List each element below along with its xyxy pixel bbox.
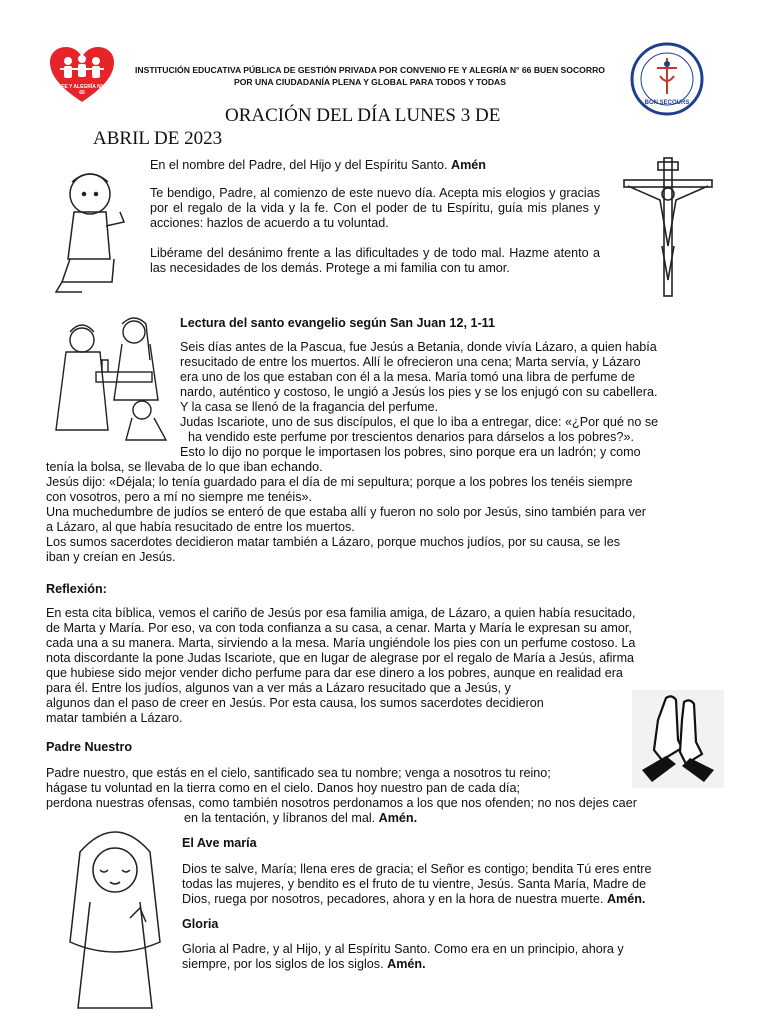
school-header [110,64,630,88]
opening-amen: Amén [451,158,487,172]
gospel-line: Una muchedumbre de judíos se enteró de que estaba allí y fueron no solo por Jesús, sino también para ver [46,505,646,519]
seal-text: BON SECOURS [644,100,690,106]
our-father-amen: Amén. [378,811,418,825]
title-line-1: ORACIÓN DEL DÍA LUNES 3 DE [225,105,501,126]
gospel-line: Y la casa se llenó de la fragancia del perfume. [180,400,439,414]
last-supper-illustration [42,310,172,445]
hail-mary-line: todas las mujeres, y bendito es el fruto de tu vientre, Jesús. Santa María, Madre de [182,877,647,891]
header-line-1: INSTITUCIÓN EDUCATIVA PÚBLICA DE GESTIÓN PRIVADA POR CONVENIO FE Y ALEGRÍA N° 66 BUEN SOCORRO [135,65,605,75]
gospel-line: Esto lo dijo no porque le importasen los pobres, sino porque era un ladrón; y como [180,445,641,459]
title-line-2: ABRIL DE 2023 [93,128,223,149]
gospel-line: nardo, auténtico y costoso, le ungió a Jesús los pies y se los enjugó con su cabellera. [180,385,658,399]
gloria-line-2 [182,957,728,972]
fe-y-alegria-logo [48,46,116,104]
reflection-line: de Marta y María. Por eso, va con toda confianza a su casa, a cenar. Marta y María le expresan su amor, [46,621,632,635]
hail-mary-heading: El Ave maría [182,836,257,850]
opening-line [150,158,600,173]
reflection-line: para él. Entre los judíos, algunos van a ver más a Lázaro resucitado que a Jesús, y [46,681,511,695]
gloria-amen: Amén. [387,957,426,971]
crucifix-illustration [620,156,716,298]
header-line-2: POR UNA CIUDADANÍA PLENA Y GLOBAL PARA TODOS Y TODAS [233,77,506,87]
gospel-line: con vosotros, pero a mí no siempre me tenéis». [46,490,312,504]
gospel-line: Judas Iscariote, uno de sus discípulos, el que lo iba a entregar, dice: «¿Por qué no se [180,415,659,429]
gospel-line: ha vendido este perfume por trescientos denarios para dárselos a los pobres?». [188,430,634,444]
gospel-line: Seis días antes de la Pascua, fue Jesús a Betania, donde vivía Lázaro, a quien había [180,340,657,354]
bon-secours-seal [630,42,704,116]
reflection-line: matar también a Lázaro. [46,711,183,725]
gloria-text [182,942,728,972]
reflection-heading: Reflexión: [46,582,107,596]
gospel-line: iban y creían en Jesús. [46,550,176,564]
hail-mary-last-text: Dios, ruega por nosotros, pecadores, ahora y en la hora de nuestra muerte. [182,892,604,906]
reflection-line: que hubiese sido mejor vender dicho perfume para dar ese dinero a los pobres, aunque en realidad era [46,666,623,680]
gospel-full-width-text [46,460,736,565]
logo-left-text: FE Y ALEGRÍA N° 66 [61,84,103,96]
opening-paragraph-3: Libérame del desánimo frente a las dificultades y de todo mal. Hazme atento a las necesidades de los demás. Protege a mi familia con tu amor. [150,246,600,275]
our-father-heading: Padre Nuestro [46,740,133,754]
gloria-heading: Gloria [182,917,219,931]
our-father-line: perdona nuestras ofensas, como también nosotros perdonamos a los que nos ofenden; no nos dejes caer [46,796,637,810]
our-father-line: hágase tu voluntad en la tierra como en el cielo. Danos hoy nuestro pan de cada día; [46,781,520,795]
hail-mary-text [182,862,728,907]
hail-mary-line: Dios te salve, María; llena eres de gracia; el Señor es contigo; bendita Tú eres entre [182,862,652,876]
opening-paragraph-2: Te bendigo, Padre, al comienzo de este nuevo día. Acepta mis elogios y gracias por el regalo de la vida y la fe. Con el poder de tu Espíritu, guía mis planes y acciones: hazlos de acuerdo a tu voluntad. [150,186,600,230]
reflection-line: En esta cita bíblica, vemos el cariño de Jesús por esa familia amiga, de Lázaro, a quien había resucitado, [46,606,636,620]
virgin-mary-illustration [60,822,170,1012]
gospel-line: resucitado de entre los muertos. Allí le ofrecieron una cena; Marta servía, y Lázaro [180,355,641,369]
hail-mary-last-line [182,892,728,907]
hail-mary-amen: Amén. [606,892,646,906]
reflection-line: nota discordante la pone Judas Iscariote, que en lugar de alegrase por el regalo de María a Jesús, afirma [46,651,635,665]
gospel-line: a Lázaro, al que había resucitado de entre los muertos. [46,520,355,534]
gospel-line: era uno de los que estaban con él a la mesa. María tomó una libra de perfume de [180,370,636,384]
gospel-line: Los sumos sacerdotes decidieron matar también a Lázaro, porque muchos judíos, por su causa, se les [46,535,621,549]
gloria-line-2-text: siempre, por los siglos de los siglos. [182,957,384,971]
gloria-line-1: Gloria al Padre, y al Hijo, y al Espíritu Santo. Como era en un principio, ahora y [182,942,624,956]
gospel-line: Jesús dijo: «Déjala; lo tenía guardado para el día de mi sepultura; porque a los pobres los tenéis siempre [46,475,633,489]
reflection-line: algunos dan el paso de creer en Jesús. Por esta causa, los sumos sacerdotes decidieron [46,696,544,710]
gospel-heading: Lectura del santo evangelio según San Juan 12, 1-11 [180,316,495,330]
praying-child-illustration [52,164,137,299]
opening-text: En el nombre del Padre, del Hijo y del Espíritu Santo. [150,158,448,172]
reflection-line: cada una a su manera. Marta, sirviendo a la mesa. María ungiéndole los pies con un perfume costoso. La [46,636,636,650]
gospel-line: tenía la bolsa, se llevaba de lo que iban echando. [46,460,323,474]
our-father-last-text: en la tentación, y líbranos del mal. [184,811,376,825]
our-father-line: Padre nuestro, que estás en el cielo, santificado sea tu nombre; venga a nosotros tu reino; [46,766,551,780]
gospel-wrapped-text [180,340,730,460]
our-father-text [46,766,736,826]
